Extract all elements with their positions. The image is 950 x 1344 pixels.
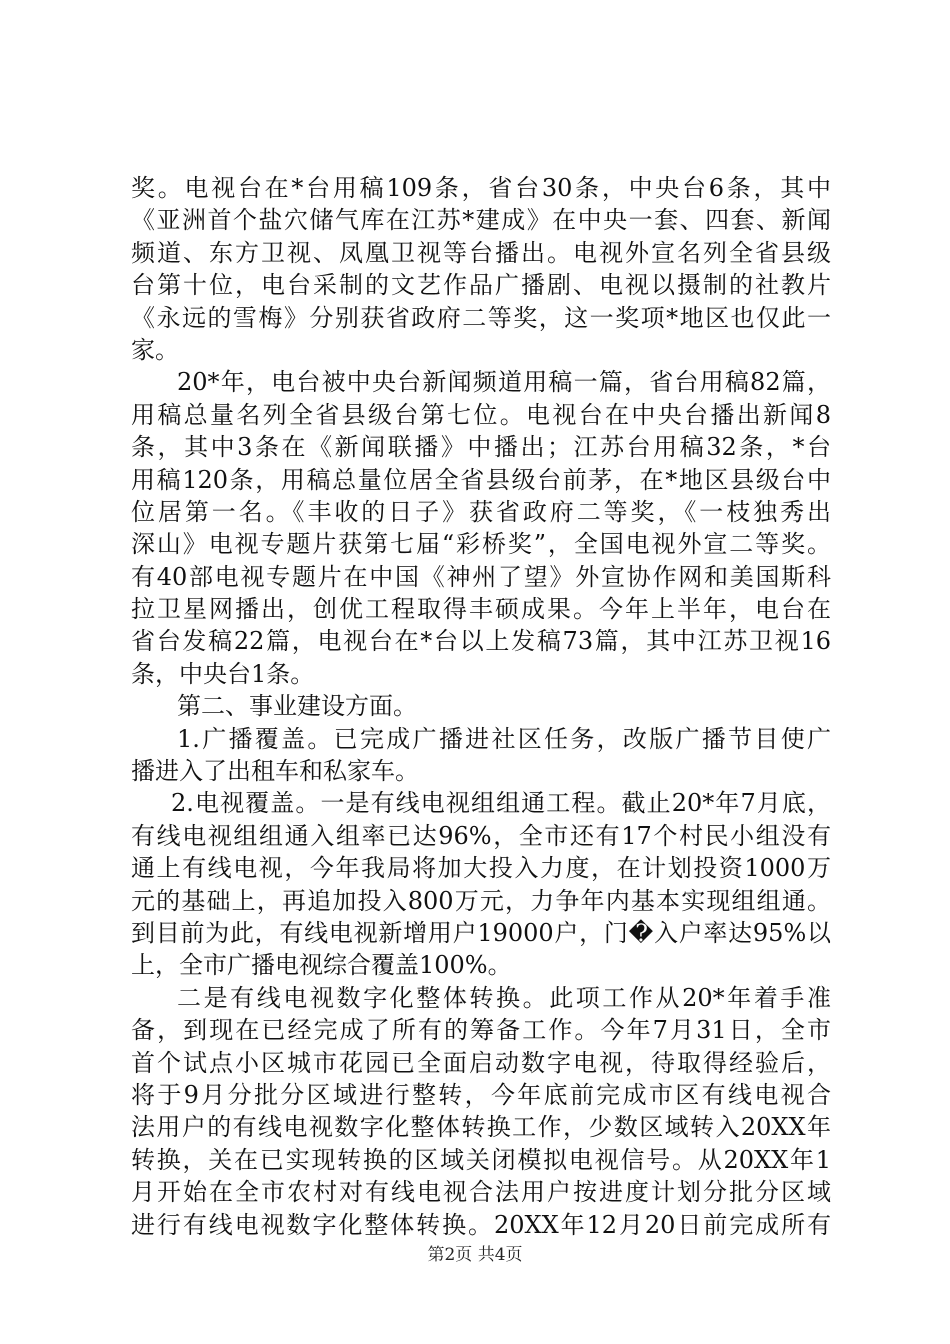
text-line: 进行有线电视数字化整体转换。20XX年12月20日前完成所有 [131, 1210, 831, 1239]
text-line: 备，到现在已经完成了所有的筹备工作。今年7月31日，全市 [131, 1016, 831, 1045]
body-text [131, 172, 831, 1241]
text-line: 通上有线电视，今年我局将加大投入力度，在计划投资1000万 [131, 854, 831, 883]
text-line: 家。 [131, 335, 179, 364]
text-line: 省台发稿22篇，电视台在*台以上发稿73篇，其中江苏卫视16 [131, 627, 831, 656]
text-line: 1.广播覆盖。已完成广播进社区任务，改版广播节目使广 [177, 724, 831, 753]
text-line: 用稿120条，用稿总量位居全省县级台前茅，在*地区县级台中 [131, 465, 831, 494]
text-line: 频道、东方卫视、凤凰卫视等台播出。电视外宣名列全省县级 [131, 238, 831, 267]
text-line: 元的基础上，再追加投入800万元，力争年内基本实现组组通。 [131, 886, 831, 915]
text-line: 播进入了出租车和私家车。 [131, 757, 419, 786]
text-line: 用稿总量名列全省县级台第七位。电视台在中央台播出新闻8 [131, 400, 831, 429]
text-line: 条，其中3条在《新闻联播》中播出；江苏台用稿32条，*台 [131, 433, 831, 462]
text-line: 将于9月分批分区域进行整转，今年底前完成市区有线电视合 [131, 1080, 831, 1109]
text-line: 《永远的雪梅》分别获省政府二等奖，这一奖项*地区也仅此一 [131, 303, 831, 332]
text-line: 到目前为此，有线电视新增用户19000户，门�入户率达95%以 [131, 918, 831, 947]
text-line: 有线电视组组通入组率已达96%，全市还有17个村民小组没有 [131, 821, 831, 850]
text-line: 月开始在全市农村对有线电视合法用户按进度计划分批分区域 [131, 1178, 831, 1207]
text-line: 转换，关在已实现转换的区域关闭模拟电视信号。从20XX年1 [131, 1145, 831, 1174]
text-line: 2.电视覆盖。一是有线电视组组通工程。截止20*年7月底， [171, 789, 831, 818]
text-line: 《亚洲首个盐穴储气库在江苏*建成》在中央一套、四套、新闻 [131, 206, 831, 235]
text-line: 第二、事业建设方面。 [177, 692, 417, 721]
text-line: 位居第一名。《丰收的日子》获省政府二等奖，《一枝独秀出 [131, 497, 831, 526]
text-line: 首个试点小区城市花园已全面启动数字电视，待取得经验后， [131, 1048, 831, 1077]
text-line: 有40部电视专题片在中国《神州了望》外宣协作网和美国斯科 [131, 562, 831, 591]
text-line: 上，全市广播电视综合覆盖100%。 [131, 951, 512, 980]
text-line: 奖。电视台在*台用稿109条，省台30条，中央台6条，其中 [131, 174, 831, 202]
page-footer: 第2页 共4页 [427, 1245, 523, 1265]
text-line: 台第十位，电台采制的文艺作品广播剧、电视以摄制的社教片 [131, 271, 831, 300]
text-line: 法用户的有线电视数字化整体转换工作，少数区域转入20XX年 [131, 1113, 831, 1142]
text-line: 拉卫星网播出，创优工程取得丰硕成果。今年上半年，电台在 [131, 595, 831, 624]
text-line: 20*年，电台被中央台新闻频道用稿一篇，省台用稿82篇， [177, 368, 831, 397]
text-line: 深山》电视专题片获第七届“彩桥奖”，全国电视外宣二等奖。 [131, 530, 831, 559]
text-line: 条，中央台1条。 [131, 659, 315, 688]
text-line: 二是有线电视数字化整体转换。此项工作从20*年着手准 [177, 983, 831, 1012]
